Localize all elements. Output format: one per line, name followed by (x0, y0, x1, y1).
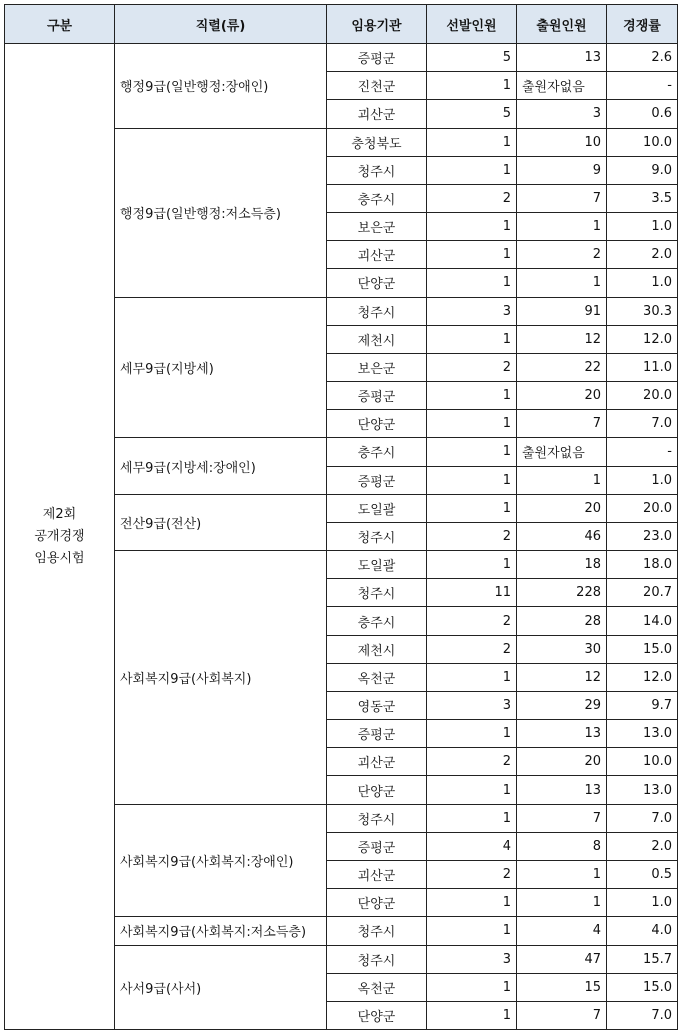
position-cell: 사회복지9급(사회복지:저소득층) (115, 917, 327, 945)
applicants-cell: 30 (517, 635, 607, 663)
position-cell: 세무9급(지방세:장애인) (115, 438, 327, 494)
ratio-cell: 10.0 (607, 748, 678, 776)
quota-cell: 1 (427, 917, 517, 945)
quota-cell: 1 (427, 325, 517, 353)
organization-cell: 괴산군 (327, 748, 427, 776)
organization-cell: 충주시 (327, 184, 427, 212)
organization-cell: 단양군 (327, 776, 427, 804)
applicants-cell: 20 (517, 494, 607, 522)
ratio-cell: 13.0 (607, 720, 678, 748)
applicants-cell: 15 (517, 973, 607, 1001)
header-applicants: 출원인원 (517, 5, 607, 44)
ratio-cell: 9.0 (607, 156, 678, 184)
ratio-cell: 2.0 (607, 832, 678, 860)
ratio-cell: 13.0 (607, 776, 678, 804)
applicants-cell: 20 (517, 748, 607, 776)
ratio-cell: - (607, 72, 678, 100)
organization-cell: 단양군 (327, 889, 427, 917)
quota-cell: 1 (427, 269, 517, 297)
applicants-cell: 출원자없음 (517, 438, 607, 466)
organization-cell: 영동군 (327, 691, 427, 719)
quota-cell: 1 (427, 889, 517, 917)
ratio-cell: 2.6 (607, 44, 678, 72)
applicants-cell: 13 (517, 776, 607, 804)
quota-cell: 2 (427, 607, 517, 635)
competition-table (4, 4, 678, 1030)
applicants-cell: 228 (517, 579, 607, 607)
applicants-cell: 28 (517, 607, 607, 635)
ratio-cell: 7.0 (607, 1001, 678, 1029)
ratio-cell: 20.0 (607, 494, 678, 522)
position-cell: 행정9급(일반행정:저소득층) (115, 128, 327, 297)
organization-cell: 제천시 (327, 325, 427, 353)
organization-cell: 제천시 (327, 635, 427, 663)
quota-cell: 2 (427, 522, 517, 550)
quota-cell: 1 (427, 776, 517, 804)
ratio-cell: 23.0 (607, 522, 678, 550)
header-category: 구분 (5, 5, 115, 44)
quota-cell: 1 (427, 128, 517, 156)
applicants-cell: 9 (517, 156, 607, 184)
quota-cell: 3 (427, 945, 517, 973)
applicants-cell: 출원자없음 (517, 72, 607, 100)
ratio-cell: 30.3 (607, 297, 678, 325)
applicants-cell: 1 (517, 889, 607, 917)
applicants-cell: 13 (517, 720, 607, 748)
ratio-cell: 12.0 (607, 325, 678, 353)
applicants-cell: 7 (517, 1001, 607, 1029)
quota-cell: 1 (427, 494, 517, 522)
organization-cell: 도일괄 (327, 551, 427, 579)
header-ratio: 경쟁률 (607, 5, 678, 44)
organization-cell: 단양군 (327, 269, 427, 297)
organization-cell: 충주시 (327, 438, 427, 466)
ratio-cell: 9.7 (607, 691, 678, 719)
organization-cell: 청주시 (327, 297, 427, 325)
organization-cell: 증평군 (327, 466, 427, 494)
quota-cell: 3 (427, 297, 517, 325)
quota-cell: 1 (427, 973, 517, 1001)
ratio-cell: 12.0 (607, 663, 678, 691)
organization-cell: 청주시 (327, 804, 427, 832)
quota-cell: 1 (427, 72, 517, 100)
quota-cell: 1 (427, 551, 517, 579)
ratio-cell: 11.0 (607, 353, 678, 381)
position-cell: 사회복지9급(사회복지) (115, 551, 327, 805)
quota-cell: 1 (427, 438, 517, 466)
applicants-cell: 13 (517, 44, 607, 72)
ratio-cell: 1.0 (607, 466, 678, 494)
applicants-cell: 18 (517, 551, 607, 579)
ratio-cell: 1.0 (607, 269, 678, 297)
applicants-cell: 7 (517, 804, 607, 832)
organization-cell: 옥천군 (327, 973, 427, 1001)
header-position: 직렬(류) (115, 5, 327, 44)
ratio-cell: 14.0 (607, 607, 678, 635)
applicants-cell: 7 (517, 184, 607, 212)
applicants-cell: 1 (517, 860, 607, 888)
position-cell: 전산9급(전산) (115, 494, 327, 550)
quota-cell: 2 (427, 353, 517, 381)
ratio-cell: 7.0 (607, 410, 678, 438)
organization-cell: 청주시 (327, 156, 427, 184)
applicants-cell: 12 (517, 325, 607, 353)
header-quota: 선발인원 (427, 5, 517, 44)
applicants-cell: 8 (517, 832, 607, 860)
organization-cell: 괴산군 (327, 860, 427, 888)
category-line: 공개경쟁 (34, 528, 85, 544)
quota-cell: 1 (427, 720, 517, 748)
position-cell: 사회복지9급(사회복지:장애인) (115, 804, 327, 917)
quota-cell: 4 (427, 832, 517, 860)
organization-cell: 청주시 (327, 945, 427, 973)
applicants-cell: 1 (517, 213, 607, 241)
organization-cell: 충청북도 (327, 128, 427, 156)
ratio-cell: 4.0 (607, 917, 678, 945)
applicants-cell: 10 (517, 128, 607, 156)
applicants-cell: 12 (517, 663, 607, 691)
quota-cell: 2 (427, 748, 517, 776)
header-row (5, 5, 678, 44)
applicants-cell: 7 (517, 410, 607, 438)
quota-cell: 1 (427, 410, 517, 438)
organization-cell: 보은군 (327, 353, 427, 381)
organization-cell: 청주시 (327, 579, 427, 607)
organization-cell: 청주시 (327, 917, 427, 945)
ratio-cell: 1.0 (607, 213, 678, 241)
applicants-cell: 47 (517, 945, 607, 973)
ratio-cell: 3.5 (607, 184, 678, 212)
organization-cell: 청주시 (327, 522, 427, 550)
applicants-cell: 29 (517, 691, 607, 719)
quota-cell: 5 (427, 44, 517, 72)
applicants-cell: 91 (517, 297, 607, 325)
ratio-cell: 20.0 (607, 382, 678, 410)
quota-cell: 1 (427, 382, 517, 410)
ratio-cell: 15.0 (607, 635, 678, 663)
organization-cell: 증평군 (327, 382, 427, 410)
quota-cell: 2 (427, 184, 517, 212)
quota-cell: 1 (427, 241, 517, 269)
quota-cell: 1 (427, 1001, 517, 1029)
organization-cell: 괴산군 (327, 241, 427, 269)
position-cell: 행정9급(일반행정:장애인) (115, 44, 327, 129)
quota-cell: 1 (427, 213, 517, 241)
applicants-cell: 20 (517, 382, 607, 410)
quota-cell: 1 (427, 804, 517, 832)
ratio-cell: 0.6 (607, 100, 678, 128)
header-organization: 임용기관 (327, 5, 427, 44)
quota-cell: 1 (427, 663, 517, 691)
applicants-cell: 22 (517, 353, 607, 381)
organization-cell: 충주시 (327, 607, 427, 635)
applicants-cell: 2 (517, 241, 607, 269)
quota-cell: 5 (427, 100, 517, 128)
position-cell: 사서9급(사서) (115, 945, 327, 1030)
quota-cell: 2 (427, 635, 517, 663)
ratio-cell: 2.0 (607, 241, 678, 269)
position-cell: 세무9급(지방세) (115, 297, 327, 438)
organization-cell: 옥천군 (327, 663, 427, 691)
quota-cell: 1 (427, 466, 517, 494)
applicants-cell: 4 (517, 917, 607, 945)
applicants-cell: 1 (517, 269, 607, 297)
ratio-cell: 20.7 (607, 579, 678, 607)
ratio-cell: 1.0 (607, 889, 678, 917)
ratio-cell: 0.5 (607, 860, 678, 888)
ratio-cell: 7.0 (607, 804, 678, 832)
ratio-cell: 18.0 (607, 551, 678, 579)
table-body (5, 44, 678, 1030)
organization-cell: 도일괄 (327, 494, 427, 522)
organization-cell: 증평군 (327, 44, 427, 72)
applicants-cell: 1 (517, 466, 607, 494)
organization-cell: 괴산군 (327, 100, 427, 128)
applicants-cell: 46 (517, 522, 607, 550)
category-line: 제2회 (42, 506, 77, 522)
organization-cell: 증평군 (327, 720, 427, 748)
quota-cell: 2 (427, 860, 517, 888)
category-line: 임용시험 (34, 550, 85, 566)
organization-cell: 보은군 (327, 213, 427, 241)
ratio-cell: - (607, 438, 678, 466)
organization-cell: 증평군 (327, 832, 427, 860)
table-row (5, 44, 678, 72)
ratio-cell: 10.0 (607, 128, 678, 156)
applicants-cell: 3 (517, 100, 607, 128)
organization-cell: 진천군 (327, 72, 427, 100)
organization-cell: 단양군 (327, 410, 427, 438)
ratio-cell: 15.7 (607, 945, 678, 973)
quota-cell: 11 (427, 579, 517, 607)
quota-cell: 3 (427, 691, 517, 719)
category-cell (5, 44, 115, 1030)
quota-cell: 1 (427, 156, 517, 184)
ratio-cell: 15.0 (607, 973, 678, 1001)
organization-cell: 단양군 (327, 1001, 427, 1029)
